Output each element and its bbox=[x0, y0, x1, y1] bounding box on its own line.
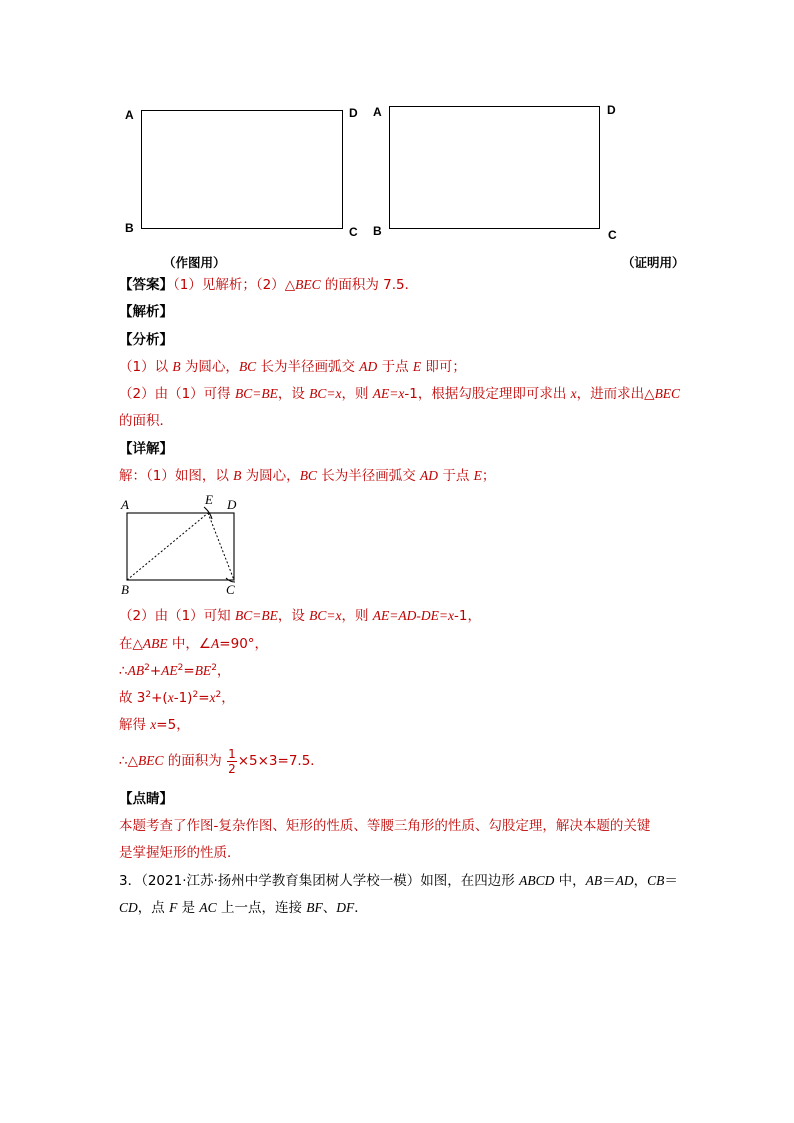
question-3-line-1: 3．（2021·江苏·扬州中学教育集团树人学校一模）如图，在四边形 ABCD 中，AB＝AD，CB＝ bbox=[119, 873, 678, 889]
xiangjie-heading: 【详解】 bbox=[119, 441, 173, 457]
solution-step-3: $\therefore AB^2+AE^2=BE^2$， bbox=[119, 663, 231, 679]
point-label-b: B bbox=[125, 221, 134, 235]
answer-line bbox=[119, 275, 418, 295]
figure-caption-proof: （证明用） bbox=[622, 255, 685, 270]
point-label-a: A bbox=[121, 497, 129, 512]
point-label-c: C bbox=[226, 582, 235, 597]
point-label-a: A bbox=[373, 105, 382, 119]
point-label-e: E bbox=[205, 492, 213, 507]
dianjing-line-2: 是掌握矩形的性质． bbox=[119, 845, 241, 861]
solution-step-1: （2）由（1）可知 BC=BE，设 BC=x，则 AE=AD-DE=x-1， bbox=[119, 608, 481, 624]
xiangjie-line-1: 解：（1）如图，以 B 为圆心，BC 长为半径画弧交 AD 于点 E； bbox=[119, 468, 496, 484]
solution-step-4: 故 $3^2+(x-1)^2=x^2$， bbox=[119, 690, 235, 706]
point-label-a: A bbox=[125, 108, 134, 122]
fraction-half: $\frac{1}{2}$ bbox=[228, 746, 236, 776]
solution-step-6: ∴△BEC 的面积为 $\frac{1}{2}$ ×5×3=7.5． bbox=[119, 746, 324, 776]
point-label-c: C bbox=[349, 225, 358, 239]
point-label-d: D bbox=[349, 106, 358, 120]
solution-step-5: 解得 x=5， bbox=[119, 717, 190, 733]
dianjing-line-1: 本题考查了作图-复杂作图、矩形的性质、等腰三角形的性质、勾股定理，解决本题的关键 bbox=[119, 818, 651, 834]
fenxi-heading: 【分析】 bbox=[119, 332, 173, 348]
fenxi-line-3: 的面积． bbox=[119, 413, 173, 429]
rectangle-abcd bbox=[141, 110, 343, 229]
analysis-heading: 【解析】 bbox=[119, 304, 173, 320]
fenxi-line-1: （1）以 B 为圆心，BC 长为半径画弧交 AD 于点 E 即可； bbox=[119, 359, 466, 375]
point-label-b: B bbox=[121, 582, 129, 597]
point-label-b: B bbox=[373, 224, 382, 238]
question-3-line-2: CD，点 F 是 AC 上一点，连接 BF、DF． bbox=[119, 900, 368, 916]
point-label-d: D bbox=[227, 497, 237, 512]
dianjing-heading: 【点睛】 bbox=[119, 791, 173, 807]
solution-step-2: 在△ABE 中，∠A=90°， bbox=[119, 636, 269, 652]
answer-heading: 【答案】 bbox=[119, 277, 173, 293]
point-label-d: D bbox=[607, 103, 616, 117]
rectangle-abcd bbox=[389, 106, 600, 229]
answer-text: （1）见解析；（2）△BEC 的面积为 7.5． bbox=[173, 277, 419, 293]
figure-caption-construction: （作图用） bbox=[163, 255, 226, 270]
point-label-c: C bbox=[608, 228, 617, 242]
fenxi-line-2: （2）由（1）可得 BC=BE，设 BC=x，则 AE=x-1，根据勾股定理即可求出 x，进而求出△BEC bbox=[119, 386, 681, 402]
